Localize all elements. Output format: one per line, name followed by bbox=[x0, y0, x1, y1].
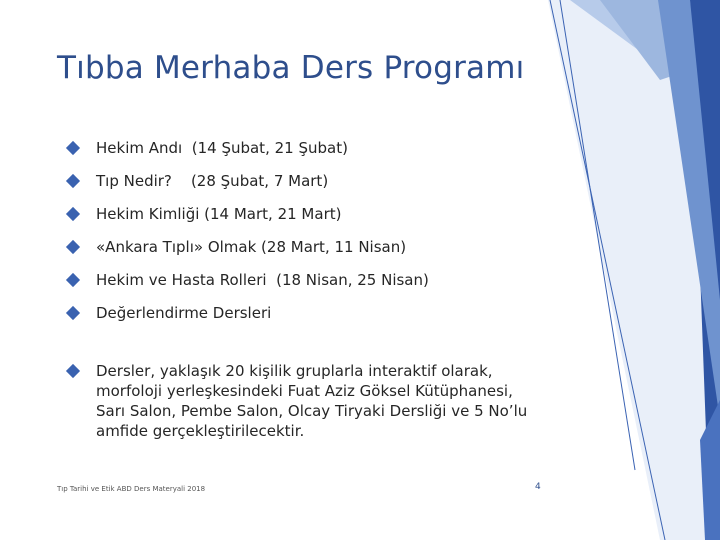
bullet-item bbox=[66, 171, 328, 191]
page-number: 4 bbox=[535, 482, 541, 492]
diamond-bullet-icon bbox=[66, 364, 80, 378]
bullet-text: Değerlendirme Dersleri bbox=[96, 304, 272, 322]
slide-title: Tıbba Merhaba Ders Programı bbox=[57, 50, 525, 86]
bullet-text: Tıp Nedir? (28 Şubat, 7 Mart) bbox=[96, 172, 329, 190]
bullet-item bbox=[66, 138, 348, 158]
bullet-item bbox=[66, 270, 429, 290]
bullet-text: Dersler, yaklaşık 20 kişilik gruplarla interaktif olarak, morfoloji yerleşkesindeki Fuat Aziz Göksel Kütüphanesi, Sarı Salon, Pembe Salon, Olcay Tiryaki Dersliği ve 5 No’lu amfide gerçekleştirilecektir. bbox=[96, 362, 528, 440]
diamond-bullet-icon bbox=[66, 174, 80, 188]
bullet-text: Hekim Kimliği (14 Mart, 21 Mart) bbox=[96, 205, 342, 223]
diamond-bullet-icon bbox=[66, 273, 80, 287]
bullet-text: «Ankara Tıplı» Olmak (28 Mart, 11 Nisan) bbox=[96, 238, 407, 256]
bullet-item bbox=[66, 204, 341, 224]
bullet-text: Hekim Andı (14 Şubat, 21 Şubat) bbox=[96, 139, 348, 157]
diamond-bullet-icon bbox=[66, 207, 80, 221]
bullet-item bbox=[66, 303, 271, 323]
bullet-item bbox=[66, 361, 536, 441]
footer-text: Tıp Tarihi ve Etik ABD Ders Materyali 2018 bbox=[57, 485, 206, 493]
bullet-text: Hekim ve Hasta Rolleri (18 Nisan, 25 Nisan) bbox=[96, 271, 429, 289]
decorative-side-shapes bbox=[540, 0, 720, 540]
diamond-bullet-icon bbox=[66, 141, 80, 155]
diamond-bullet-icon bbox=[66, 240, 80, 254]
bullet-item bbox=[66, 237, 406, 257]
diamond-bullet-icon bbox=[66, 306, 80, 320]
